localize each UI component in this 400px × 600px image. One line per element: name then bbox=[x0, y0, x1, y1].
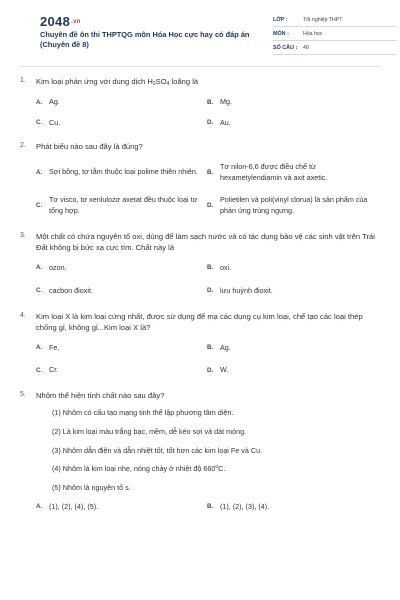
question-number: 4. bbox=[20, 311, 26, 319]
option-text: W. bbox=[220, 365, 229, 375]
stem-part: Kim loại phản ứng với dung dịch H bbox=[36, 77, 153, 86]
question-3 bbox=[20, 231, 378, 309]
statement-list bbox=[20, 408, 378, 492]
stem-subscript: 4 bbox=[166, 81, 170, 87]
option-letter: B. bbox=[207, 168, 214, 176]
option-letter: C. bbox=[36, 366, 43, 374]
option-text: Polietilen và poli(vinyl clorua) là sản phẩm của phản ứng trùng ngưng. bbox=[220, 195, 368, 216]
option-letter: A. bbox=[36, 98, 43, 106]
option-letter: B. bbox=[207, 264, 214, 272]
option-c[interactable] bbox=[36, 286, 207, 297]
site-logo[interactable] bbox=[40, 14, 81, 31]
logo-text: 2048 bbox=[40, 14, 71, 29]
option-c[interactable] bbox=[36, 118, 207, 129]
option-a[interactable] bbox=[36, 343, 207, 354]
option-text: Au. bbox=[220, 118, 231, 128]
meta-label: SỐ CÂU : bbox=[273, 44, 298, 51]
option-text: Ag. bbox=[220, 342, 231, 352]
logo-suffix: .vn bbox=[71, 18, 81, 25]
option-text: Cu. bbox=[49, 118, 61, 128]
stem-part: loãng là bbox=[169, 77, 199, 86]
meta-row-subject bbox=[273, 28, 397, 41]
question-text: Kim loại X là kim loại cứng nhất, được sử dụng để mạ các dụng cụ kim loại, chế tạo các loại thép chống gỉ, không gỉ...Kim loại X là? bbox=[36, 311, 363, 332]
option-grid bbox=[20, 343, 378, 389]
option-d[interactable] bbox=[207, 195, 378, 217]
meta-value: Tốt nghiệp THPT bbox=[303, 17, 343, 24]
option-text: (1), (2), (4), (5). bbox=[49, 501, 99, 511]
header-divider bbox=[20, 66, 380, 67]
option-letter: D. bbox=[207, 119, 214, 127]
option-b[interactable] bbox=[207, 162, 378, 184]
meta-box bbox=[273, 14, 397, 56]
option-a[interactable] bbox=[36, 162, 207, 184]
option-letter: D. bbox=[207, 202, 214, 210]
question-text: Nhôm thể hiện tính chất nào sau đây? bbox=[36, 391, 165, 401]
option-d[interactable] bbox=[207, 365, 378, 376]
option-text: Tơ nilon-6,6 được điều chế từ hexametylendiamin và axit axetic. bbox=[220, 161, 328, 182]
option-b[interactable] bbox=[207, 97, 378, 108]
document-header bbox=[20, 0, 374, 62]
meta-value: 40 bbox=[303, 45, 309, 52]
option-text: lưu huỳnh đioxit. bbox=[220, 285, 273, 295]
option-c[interactable] bbox=[36, 365, 207, 376]
option-text: (1), (2), (3), (4). bbox=[220, 501, 270, 511]
question-2 bbox=[20, 141, 378, 229]
statement-part: C. bbox=[218, 464, 226, 474]
statement-2: (2) Là kim loại màu trắng bạc, mềm, dễ kéo sợi và dát mỏng. bbox=[52, 426, 247, 436]
question-list bbox=[20, 76, 378, 523]
question-4 bbox=[20, 311, 378, 389]
statement-part: (4) Nhôm là kim loại nhẹ, nóng chảy ở nhiệt độ 660 bbox=[52, 464, 216, 474]
stem-subscript: 2 bbox=[152, 81, 156, 87]
option-letter: D. bbox=[207, 287, 214, 295]
meta-row-class bbox=[273, 14, 397, 27]
question-text: Một chất có chứa nguyên tố oxi, dùng để làm sạch nước và có tác dụng bảo vệ các sinh vật trên Trái Đất không bị bức xạ cực tím. Chất này là bbox=[36, 232, 375, 253]
question-stem bbox=[20, 76, 378, 88]
option-letter: A. bbox=[36, 343, 43, 351]
option-text: Mg. bbox=[220, 97, 232, 107]
statement-5: (5) Nhôm là nguyên tố s. bbox=[52, 483, 131, 493]
option-letter: B. bbox=[207, 98, 214, 106]
option-text: oxi. bbox=[220, 263, 232, 273]
statement-4 bbox=[52, 464, 378, 473]
option-text: Sợi bông, tơ tằm thuộc loại polime thiên nhiên. bbox=[49, 167, 198, 177]
option-text: cacbon đioxit. bbox=[49, 285, 93, 295]
option-text: ozon. bbox=[49, 263, 67, 273]
option-text: Ag. bbox=[49, 97, 60, 107]
meta-row-count bbox=[273, 42, 397, 55]
stem-part: SO bbox=[155, 77, 167, 86]
meta-label: LỚP : bbox=[273, 16, 288, 23]
option-letter: A. bbox=[36, 168, 43, 176]
option-letter: C. bbox=[36, 202, 43, 210]
option-a[interactable] bbox=[36, 97, 207, 108]
question-stem bbox=[20, 231, 378, 253]
question-stem bbox=[20, 311, 378, 333]
option-b[interactable] bbox=[207, 343, 378, 354]
question-text: Phát biểu nào sau đây là đúng? bbox=[36, 141, 143, 151]
degree-superscript: o bbox=[215, 464, 219, 471]
option-grid bbox=[20, 162, 378, 229]
question-text bbox=[36, 76, 378, 88]
option-a[interactable] bbox=[36, 263, 207, 274]
document-title: Chuyên đề ôn thi THPTQG môn Hóa Học cực hay có đáp án (Chuyên đề 8) bbox=[40, 30, 250, 49]
question-number: 2. bbox=[20, 141, 26, 149]
option-a[interactable] bbox=[36, 502, 207, 513]
option-b[interactable] bbox=[207, 263, 378, 274]
question-1 bbox=[20, 76, 378, 139]
option-d[interactable] bbox=[207, 118, 378, 129]
statement-1: (1) Nhôm có cấu tạo mạng tinh thể lập phương tâm diện. bbox=[52, 408, 234, 418]
question-number: 5. bbox=[20, 391, 26, 399]
question-number: 3. bbox=[20, 232, 26, 240]
option-letter: B. bbox=[207, 503, 214, 511]
question-stem bbox=[20, 390, 378, 401]
option-d[interactable] bbox=[207, 286, 378, 297]
option-text: Fe. bbox=[49, 342, 60, 352]
option-letter: C. bbox=[36, 287, 43, 295]
option-grid bbox=[20, 97, 378, 139]
option-grid bbox=[20, 263, 378, 309]
option-text: Cr. bbox=[49, 365, 59, 375]
option-letter: A. bbox=[36, 264, 43, 272]
option-letter: C. bbox=[36, 119, 43, 127]
meta-label: MÔN : bbox=[273, 30, 289, 37]
option-letter: D. bbox=[207, 366, 214, 374]
option-letter: B. bbox=[207, 343, 214, 351]
meta-value: Hóa học bbox=[303, 31, 323, 38]
question-number: 1. bbox=[20, 77, 26, 84]
option-b[interactable] bbox=[207, 502, 378, 513]
option-text: Tơ visco, tơ xenlulozơ axetat đều thuộc loại tơ tổng hợp. bbox=[49, 195, 198, 216]
option-c[interactable] bbox=[36, 195, 207, 217]
question-stem bbox=[20, 141, 378, 152]
question-5 bbox=[20, 390, 378, 523]
option-grid bbox=[20, 502, 378, 523]
statement-3: (3) Nhôm dẫn điện và dẫn nhiệt tốt, tốt hơn các kim loại Fe và Cu. bbox=[52, 445, 263, 455]
option-letter: A. bbox=[36, 503, 43, 511]
